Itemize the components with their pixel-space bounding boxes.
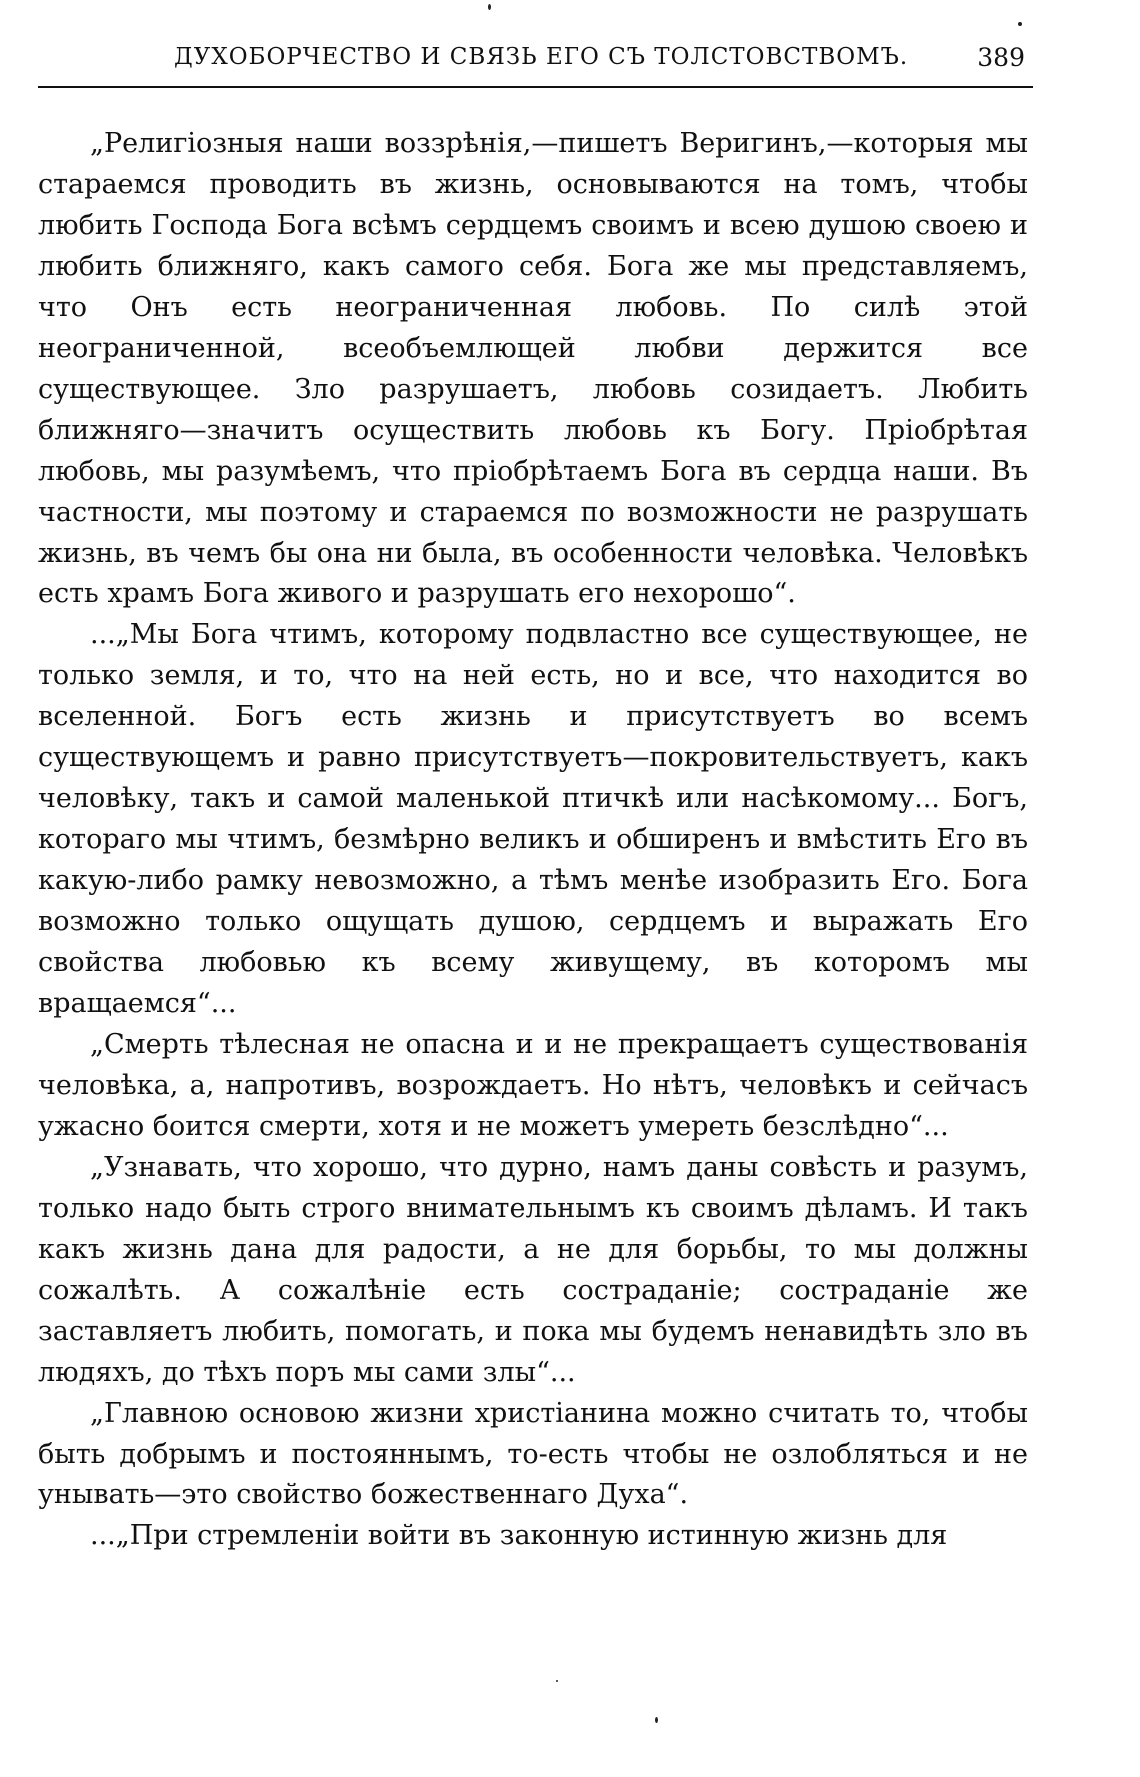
running-title: ДУХОБОРЧЕСТВО И СВЯЗЬ ЕГО СЪ ТОЛСТОВСТВОМЪ. bbox=[174, 44, 909, 70]
print-speck bbox=[556, 1680, 558, 1682]
print-speck bbox=[655, 1717, 658, 1723]
page-number: 389 bbox=[977, 43, 1025, 72]
paragraph-christian-basis: „Главною основою жизни христіанина можно считать то, чтобы быть добрымъ и постояннымъ, то-есть чтобы не озлобляться и не унывать—это свойство божественнаго Духа“. bbox=[38, 1397, 1028, 1511]
paragraph-lawful-life: ...„При стремленіи войти въ законную истинную жизнь для bbox=[90, 1520, 948, 1552]
header-rule bbox=[38, 86, 1033, 88]
paragraph-god-worship: ...„Мы Бога чтимъ, которому подвластно все существующее, не только земля, и то, что на ней есть, но и все, что находится во вселенной. Богъ есть жизнь и присутствуетъ во всемъ существующемъ и равно присутствуетъ—покровительствуетъ, какъ человѣку, такъ и самой маленькой птичкѣ или насѣкомому... Богъ, котораго мы чтимъ, безмѣрно великъ и обширенъ и вмѣстить Его въ какую-либо рамку невозможно, а тѣмъ менѣе изобразить Его. Бога возможно только ощущать душою, сердцемъ и выражать Его свойства любовью къ всему живущему, въ которомъ мы вращаемся“... bbox=[38, 619, 1028, 1020]
paragraph-verigin-quote: „Религіозныя наши воззрѣнія,—пишетъ Веригинъ,—которыя мы стараемся проводить въ жизнь, основываются на томъ, чтобы любить Господа Бога всѣмъ сердцемъ своимъ и всею душою своею и любить ближняго, какъ самого себя. Бога же мы представляемъ, что Онъ есть неограниченная любовь. По силѣ этой неограниченной, всеобъемлющей любви держится все существующее. Зло разрушаетъ, любовь созидаетъ. Любить ближняго—значитъ осуществить любовь къ Богу. Пріобрѣтая любовь, мы разумѣемъ, что пріобрѣтаемъ Бога въ сердца наши. Въ частности, мы поэтому и стараемся по возможности не разрушать жизнь, въ чемъ бы она ни была, въ особенности человѣка. Человѣкъ есть храмъ Бога живого и разрушать его нехорошо“. bbox=[38, 128, 1028, 610]
print-speck bbox=[1018, 22, 1022, 26]
paragraph-conscience: „Узнавать, что хорошо, что дурно, намъ даны совѣсть и разумъ, только надо быть строго внимательнымъ къ своимъ дѣламъ. И такъ какъ жизнь дана для радости, а не для борьбы, то мы должны сожалѣть. А сожалѣніе есть состраданіе; состраданіе же заставляетъ любить, помогать, и пока мы будемъ ненавидѣть зло въ людяхъ, до тѣхъ поръ мы сами злы“... bbox=[38, 1151, 1028, 1388]
page-header bbox=[38, 40, 1033, 84]
body-text bbox=[38, 124, 1028, 1557]
print-speck bbox=[488, 4, 491, 10]
paragraph-death: „Смерть тѣлесная не опасна и и не прекращаетъ существованія человѣка, а, напротивъ, возрождаетъ. Но нѣтъ, человѣкъ и сейчасъ ужасно боится смерти, хотя и не можетъ умереть безслѣдно“... bbox=[38, 1028, 1028, 1142]
